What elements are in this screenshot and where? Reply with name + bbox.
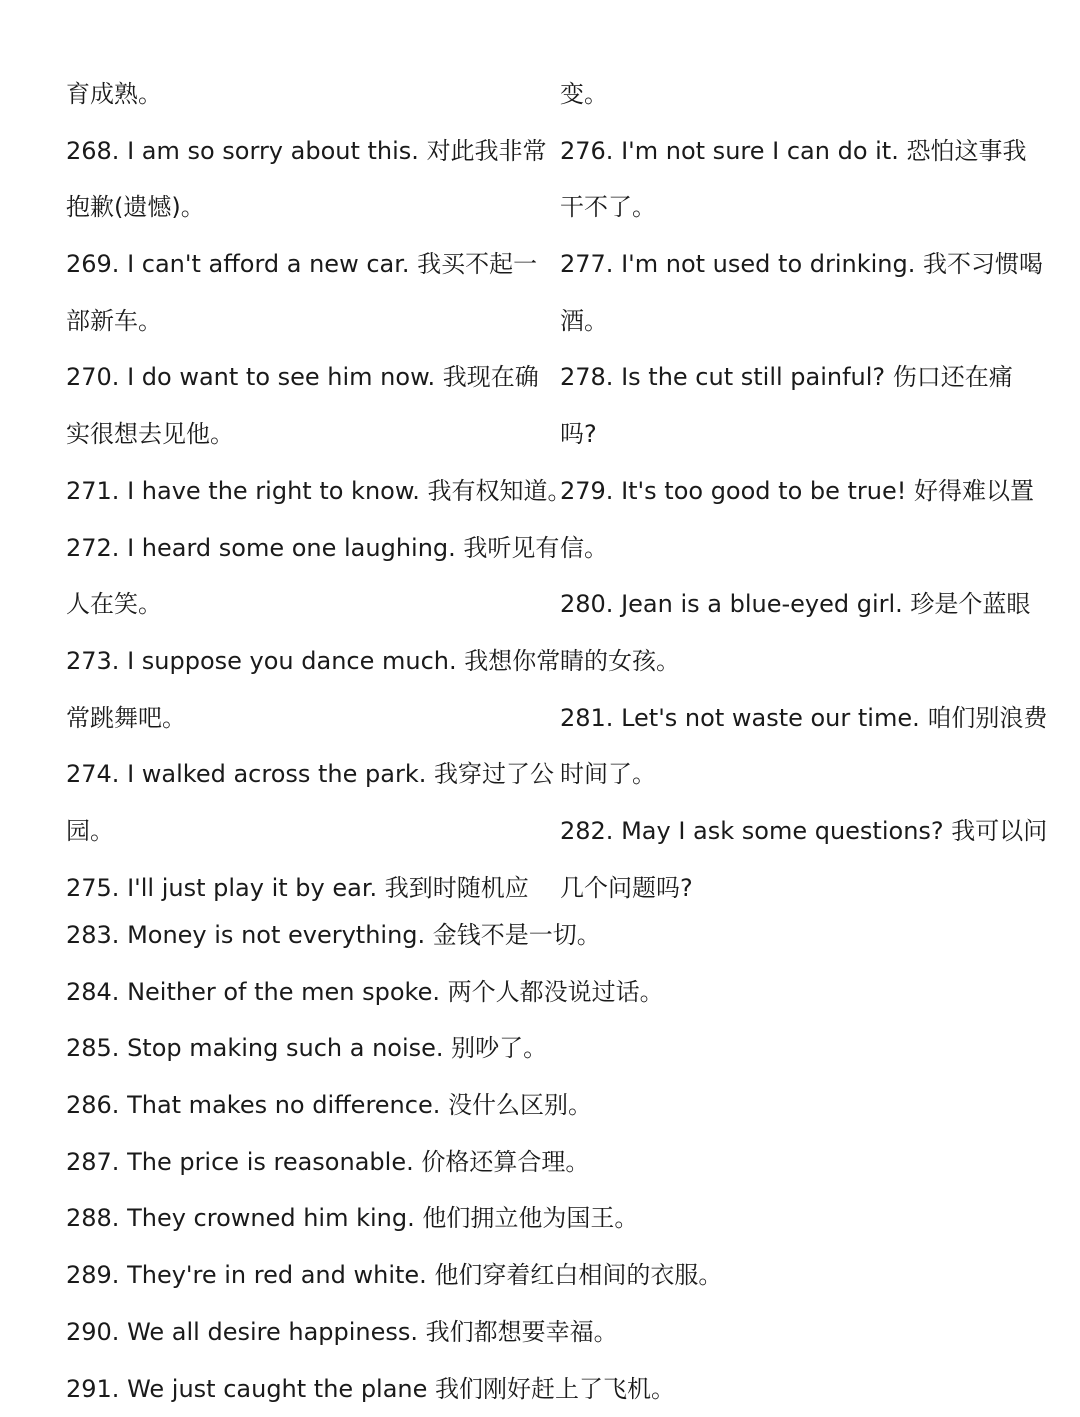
text-line: 272. I heard some one laughing. 我听见有: [66, 520, 536, 577]
text-line: 282. May I ask some questions? 我可以问: [560, 803, 1026, 860]
text-line: 289. They're in red and white. 他们穿着红白相间的衣服。: [66, 1247, 1026, 1304]
text-line: 273. I suppose you dance much. 我想你常: [66, 633, 536, 690]
left-column: [66, 66, 536, 916]
text-line: 288. They crowned him king. 他们拥立他为国王。: [66, 1190, 1026, 1247]
text-line: 实很想去见他。: [66, 406, 536, 463]
text-line: 几个问题吗?: [560, 860, 1026, 917]
text-line: 部新车。: [66, 293, 536, 350]
text-line: 291. We just caught the plane 我们刚好赶上了飞机。: [66, 1361, 1026, 1417]
text-line: 283. Money is not everything. 金钱不是一切。: [66, 907, 1026, 964]
text-line: 285. Stop making such a noise. 别吵了。: [66, 1020, 1026, 1077]
text-line: 269. I can't afford a new car. 我买不起一: [66, 236, 536, 293]
text-line: 284. Neither of the men spoke. 两个人都没说过话。: [66, 964, 1026, 1021]
text-line: 信。: [560, 520, 1026, 577]
text-line: 286. That makes no difference. 没什么区别。: [66, 1077, 1026, 1134]
text-line: 睛的女孩。: [560, 633, 1026, 690]
text-line: 275. I'll just play it by ear. 我到时随机应: [66, 860, 536, 917]
text-line: 吗?: [560, 406, 1026, 463]
text-line: 干不了。: [560, 179, 1026, 236]
text-line: 人在笑。: [66, 576, 536, 633]
text-line: 276. I'm not sure I can do it. 恐怕这事我: [560, 123, 1026, 180]
text-line: 277. I'm not used to drinking. 我不习惯喝: [560, 236, 1026, 293]
text-line: 抱歉(遗憾)。: [66, 179, 536, 236]
text-line: 290. We all desire happiness. 我们都想要幸福。: [66, 1304, 1026, 1361]
two-column-section: [66, 66, 1026, 906]
text-line: 279. It's too good to be true! 好得难以置: [560, 463, 1026, 520]
text-line: 270. I do want to see him now. 我现在确: [66, 349, 536, 406]
text-line: 变。: [560, 66, 1026, 123]
text-line: 287. The price is reasonable. 价格还算合理。: [66, 1134, 1026, 1191]
text-line: 时间了。: [560, 746, 1026, 803]
text-line: 281. Let's not waste our time. 咱们别浪费: [560, 690, 1026, 747]
full-width-section: [66, 907, 1026, 1417]
text-line: 园。: [66, 803, 536, 860]
text-line: 酒。: [560, 293, 1026, 350]
text-line: 268. I am so sorry about this. 对此我非常: [66, 123, 536, 180]
text-line: 育成熟。: [66, 66, 536, 123]
text-line: 常跳舞吧。: [66, 690, 536, 747]
right-column: [560, 66, 1026, 916]
text-line: 278. Is the cut still painful? 伤口还在痛: [560, 349, 1026, 406]
text-line: 274. I walked across the park. 我穿过了公: [66, 746, 536, 803]
text-line: 271. I have the right to know. 我有权知道。: [66, 463, 536, 520]
text-line: 280. Jean is a blue-eyed girl. 珍是个蓝眼: [560, 576, 1026, 633]
